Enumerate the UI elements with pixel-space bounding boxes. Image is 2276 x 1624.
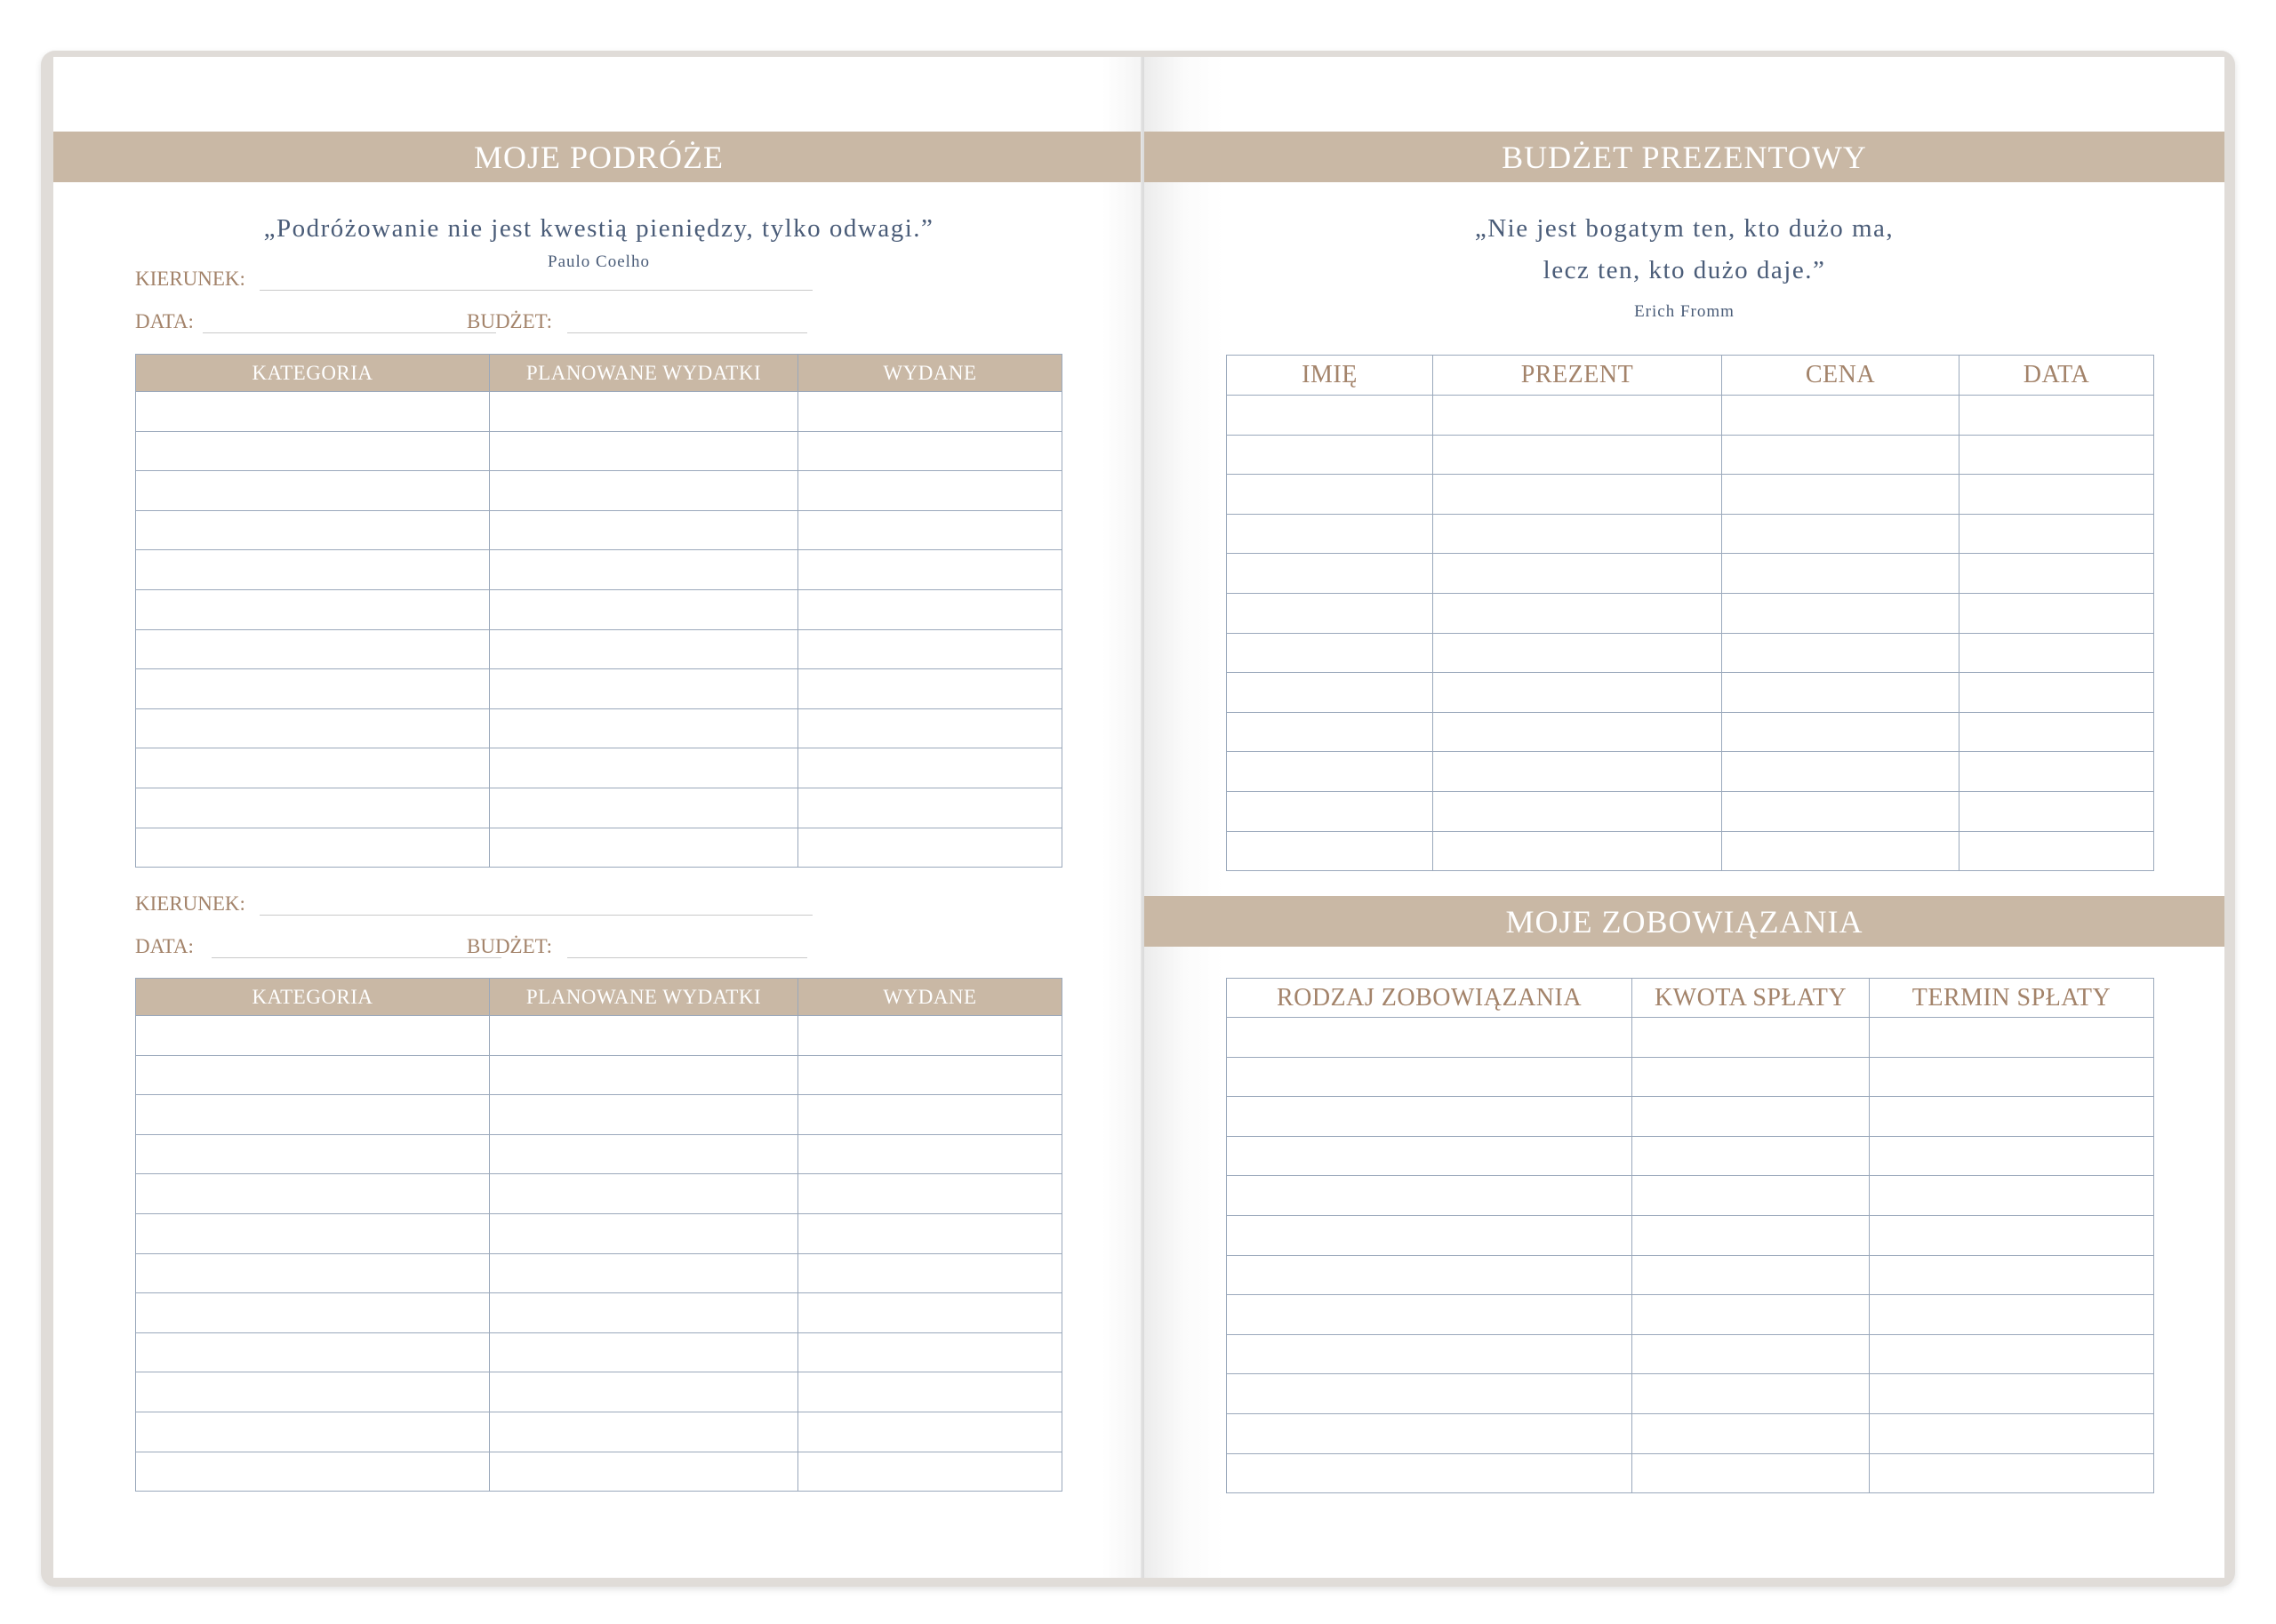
blank-writing-cell[interactable]	[490, 1332, 798, 1372]
blank-writing-cell[interactable]	[1227, 791, 1433, 831]
blank-writing-cell[interactable]	[490, 1253, 798, 1293]
blank-writing-cell[interactable]	[1722, 633, 1959, 673]
blank-writing-cell[interactable]	[490, 828, 798, 868]
blank-writing-cell[interactable]	[1959, 791, 2154, 831]
blank-writing-cell[interactable]	[1632, 1334, 1870, 1374]
blank-writing-cell[interactable]	[490, 431, 798, 471]
blank-writing-cell[interactable]	[1433, 712, 1722, 752]
obligations-table-row	[1227, 1374, 2154, 1414]
trip2-expense-table	[135, 978, 1062, 1492]
blank-writing-cell[interactable]	[1433, 633, 1722, 673]
blank-writing-cell[interactable]	[136, 1452, 490, 1492]
blank-writing-cell[interactable]	[798, 1174, 1062, 1214]
blank-writing-cell[interactable]	[490, 1016, 798, 1056]
obligations-table	[1226, 978, 2154, 1493]
gift-table-row	[1227, 554, 2154, 594]
trip1-budget-label: BUDŻET:	[467, 310, 552, 332]
blank-writing-cell[interactable]	[1870, 1374, 2154, 1414]
blank-writing-cell[interactable]	[136, 748, 490, 788]
travel-quote: „Podróżowanie nie jest kwestią pieniędzy, tylko odwagi.”	[263, 214, 934, 243]
blank-writing-cell[interactable]	[1632, 1453, 1870, 1493]
blank-writing-cell[interactable]	[798, 1412, 1062, 1452]
blank-writing-cell[interactable]	[1959, 752, 2154, 792]
obligations-table-row	[1227, 1018, 2154, 1058]
travel-section-title-band	[53, 132, 1144, 182]
blank-writing-cell[interactable]	[1227, 554, 1433, 594]
blank-writing-cell[interactable]	[798, 1055, 1062, 1095]
blank-writing-cell[interactable]	[136, 828, 490, 868]
obligations-table-row	[1227, 1136, 2154, 1176]
travel-section-title: MOJE PODRÓŻE	[473, 139, 724, 175]
blank-writing-cell[interactable]	[136, 1253, 490, 1293]
trip1-table-row	[136, 510, 1062, 550]
blank-writing-cell[interactable]	[1227, 1374, 1632, 1414]
blank-writing-cell[interactable]	[1433, 554, 1722, 594]
left-page	[53, 57, 1144, 1578]
blank-writing-cell[interactable]	[798, 708, 1062, 748]
blank-writing-cell[interactable]	[490, 1055, 798, 1095]
gift-table-row	[1227, 673, 2154, 713]
blank-writing-cell[interactable]	[1959, 435, 2154, 475]
gift-table-row	[1227, 791, 2154, 831]
trip2-column-header: PLANOWANE WYDATKI	[490, 979, 798, 1016]
blank-writing-cell[interactable]	[1959, 673, 2154, 713]
blank-writing-cell[interactable]	[798, 471, 1062, 511]
blank-writing-cell[interactable]	[1870, 1215, 2154, 1255]
blank-writing-cell[interactable]	[136, 589, 490, 629]
trip2-table-row	[136, 1293, 1062, 1333]
blank-writing-cell[interactable]	[136, 1372, 490, 1412]
trip1-table-row	[136, 550, 1062, 590]
obligations-column-header: KWOTA SPŁATY	[1632, 979, 1870, 1018]
blank-writing-cell[interactable]	[1632, 1374, 1870, 1414]
blank-writing-cell[interactable]	[1870, 1057, 2154, 1097]
blank-writing-cell[interactable]	[1959, 593, 2154, 633]
blank-writing-cell[interactable]	[798, 1452, 1062, 1492]
blank-writing-cell[interactable]	[136, 510, 490, 550]
blank-writing-cell[interactable]	[136, 392, 490, 432]
blank-writing-cell[interactable]	[798, 431, 1062, 471]
gift-section-title-band	[1144, 132, 2224, 182]
gift-table-row	[1227, 633, 2154, 673]
blank-writing-cell[interactable]	[1433, 752, 1722, 792]
trip1-date-label: DATA:	[135, 310, 194, 332]
blank-writing-cell[interactable]	[1227, 1057, 1632, 1097]
blank-writing-cell[interactable]	[1722, 554, 1959, 594]
gift-column-header: CENA	[1722, 356, 1959, 396]
blank-writing-cell[interactable]	[798, 1213, 1062, 1253]
trip1-table-row	[136, 431, 1062, 471]
blank-writing-cell[interactable]	[1433, 435, 1722, 475]
gift-budget-table	[1226, 355, 2154, 871]
blank-writing-cell[interactable]	[1227, 1334, 1632, 1374]
blank-writing-cell[interactable]	[490, 669, 798, 709]
blank-writing-cell[interactable]	[136, 1293, 490, 1333]
blank-writing-cell[interactable]	[798, 748, 1062, 788]
gift-column-header: PREZENT	[1433, 356, 1722, 396]
blank-writing-cell[interactable]	[1632, 1136, 1870, 1176]
blank-writing-cell[interactable]	[798, 1332, 1062, 1372]
obligations-table-row	[1227, 1215, 2154, 1255]
blank-writing-cell[interactable]	[136, 629, 490, 669]
blank-writing-cell[interactable]	[1870, 1334, 2154, 1374]
gift-table-row	[1227, 435, 2154, 475]
blank-writing-cell[interactable]	[1632, 1295, 1870, 1335]
trip2-table-row	[136, 1372, 1062, 1412]
trip2-table-row	[136, 1055, 1062, 1095]
blank-writing-cell[interactable]	[1227, 1136, 1632, 1176]
blank-writing-cell[interactable]	[798, 1095, 1062, 1135]
blank-writing-cell[interactable]	[490, 1372, 798, 1412]
blank-writing-cell[interactable]	[1870, 1453, 2154, 1493]
obligations-section-title-band	[1144, 896, 2224, 947]
blank-writing-cell[interactable]	[1959, 554, 2154, 594]
obligations-table-row	[1227, 1057, 2154, 1097]
trip2-column-header: KATEGORIA	[136, 979, 490, 1016]
trip2-table-row	[136, 1412, 1062, 1452]
blank-writing-cell[interactable]	[136, 471, 490, 511]
obligations-column-header: TERMIN SPŁATY	[1870, 979, 2154, 1018]
blank-writing-cell[interactable]	[1870, 1097, 2154, 1137]
blank-writing-cell[interactable]	[490, 1213, 798, 1253]
blank-writing-cell[interactable]	[1227, 1295, 1632, 1335]
blank-writing-cell[interactable]	[1722, 475, 1959, 515]
blank-writing-cell[interactable]	[798, 1016, 1062, 1056]
blank-writing-cell[interactable]	[1227, 712, 1433, 752]
blank-writing-cell[interactable]	[136, 1174, 490, 1214]
obligations-table-row	[1227, 1453, 2154, 1493]
blank-writing-cell[interactable]	[1433, 831, 1722, 871]
blank-writing-cell[interactable]	[1870, 1018, 2154, 1058]
trip1-expense-table	[135, 354, 1062, 868]
blank-writing-cell[interactable]	[1632, 1215, 1870, 1255]
blank-writing-cell[interactable]	[1632, 1057, 1870, 1097]
trip2-table-row	[136, 1095, 1062, 1135]
blank-writing-cell[interactable]	[1722, 712, 1959, 752]
blank-writing-cell[interactable]	[1722, 435, 1959, 475]
obligations-table-row	[1227, 1255, 2154, 1295]
blank-writing-cell[interactable]	[490, 1293, 798, 1333]
blank-writing-cell[interactable]	[1632, 1413, 1870, 1453]
blank-writing-cell[interactable]	[798, 788, 1062, 828]
trip1-table-row	[136, 748, 1062, 788]
obligations-table-row	[1227, 1413, 2154, 1453]
blank-writing-cell[interactable]	[798, 510, 1062, 550]
gift-table-row	[1227, 475, 2154, 515]
blank-writing-cell[interactable]	[798, 550, 1062, 590]
trip2-budget-label: BUDŻET:	[467, 935, 552, 957]
trip2-table-row	[136, 1174, 1062, 1214]
blank-writing-cell[interactable]	[1870, 1413, 2154, 1453]
blank-writing-cell[interactable]	[1227, 1413, 1632, 1453]
gift-table-row	[1227, 396, 2154, 436]
blank-writing-cell[interactable]	[1227, 1255, 1632, 1295]
trip1-table-row	[136, 788, 1062, 828]
blank-writing-cell[interactable]	[136, 431, 490, 471]
blank-writing-cell[interactable]	[798, 669, 1062, 709]
blank-writing-cell[interactable]	[136, 1332, 490, 1372]
blank-writing-cell[interactable]	[1227, 435, 1433, 475]
trip2-table-row	[136, 1253, 1062, 1293]
blank-writing-cell[interactable]	[1227, 752, 1433, 792]
trip1-table-row	[136, 669, 1062, 709]
blank-writing-cell[interactable]	[1959, 712, 2154, 752]
gift-table-row	[1227, 831, 2154, 871]
gift-table-row	[1227, 752, 2154, 792]
gift-quote-line2: lecz ten, kto dużo daje.”	[1543, 256, 1826, 284]
trip2-table-row	[136, 1332, 1062, 1372]
blank-writing-cell[interactable]	[490, 1095, 798, 1135]
blank-writing-cell[interactable]	[798, 828, 1062, 868]
blank-writing-cell[interactable]	[1227, 514, 1433, 554]
blank-writing-cell[interactable]	[1870, 1176, 2154, 1216]
blank-writing-cell[interactable]	[798, 1293, 1062, 1333]
blank-writing-cell[interactable]	[798, 589, 1062, 629]
blank-writing-cell[interactable]	[1632, 1255, 1870, 1295]
blank-writing-cell[interactable]	[1722, 791, 1959, 831]
obligations-table-row	[1227, 1097, 2154, 1137]
blank-writing-cell[interactable]	[136, 1134, 490, 1174]
blank-writing-cell[interactable]	[1959, 633, 2154, 673]
blank-writing-cell[interactable]	[798, 629, 1062, 669]
obligations-table-row	[1227, 1334, 2154, 1374]
blank-writing-cell[interactable]	[136, 1095, 490, 1135]
trip1-table-row	[136, 828, 1062, 868]
blank-writing-cell[interactable]	[136, 788, 490, 828]
obligations-table-row	[1227, 1295, 2154, 1335]
blank-writing-cell[interactable]	[1632, 1176, 1870, 1216]
blank-writing-cell[interactable]	[1227, 1176, 1632, 1216]
blank-writing-cell[interactable]	[136, 550, 490, 590]
gift-quote-author: Erich Fromm	[1634, 302, 1735, 321]
blank-writing-cell[interactable]	[1227, 396, 1433, 436]
trip2-table-row	[136, 1134, 1062, 1174]
blank-writing-cell[interactable]	[1959, 831, 2154, 871]
trip2-table-row	[136, 1016, 1062, 1056]
blank-writing-cell[interactable]	[490, 589, 798, 629]
obligations-section-title: MOJE ZOBOWIĄZANIA	[1505, 903, 1863, 940]
trip2-table-row	[136, 1213, 1062, 1253]
blank-writing-cell[interactable]	[1227, 831, 1433, 871]
blank-writing-cell[interactable]	[1632, 1097, 1870, 1137]
blank-writing-cell[interactable]	[1227, 673, 1433, 713]
blank-writing-cell[interactable]	[1722, 673, 1959, 713]
gift-section-title: BUDŻET PREZENTOWY	[1502, 139, 1867, 175]
trip1-date-field[interactable]	[203, 332, 496, 333]
trip1-column-header: PLANOWANE WYDATKI	[490, 355, 798, 392]
trip2-date-label: DATA:	[135, 935, 194, 957]
blank-writing-cell[interactable]	[1433, 673, 1722, 713]
blank-writing-cell[interactable]	[1433, 791, 1722, 831]
blank-writing-cell[interactable]	[1870, 1295, 2154, 1335]
trip2-column-header: WYDANE	[798, 979, 1062, 1016]
blank-writing-cell[interactable]	[1227, 1018, 1632, 1058]
blank-writing-cell[interactable]	[490, 1452, 798, 1492]
blank-writing-cell[interactable]	[1433, 514, 1722, 554]
trip1-direction-field[interactable]	[260, 290, 813, 291]
blank-writing-cell[interactable]	[798, 1253, 1062, 1293]
blank-writing-cell[interactable]	[490, 550, 798, 590]
blank-writing-cell[interactable]	[490, 788, 798, 828]
blank-writing-cell[interactable]	[1227, 1215, 1632, 1255]
blank-writing-cell[interactable]	[798, 1372, 1062, 1412]
blank-writing-cell[interactable]	[490, 510, 798, 550]
blank-writing-cell[interactable]	[490, 392, 798, 432]
trip1-table-row	[136, 471, 1062, 511]
blank-writing-cell[interactable]	[490, 471, 798, 511]
blank-writing-cell[interactable]	[1722, 396, 1959, 436]
trip1-budget-field[interactable]	[567, 332, 807, 333]
right-page	[1144, 57, 2224, 1578]
blank-writing-cell[interactable]	[1433, 593, 1722, 633]
trip1-table-row	[136, 392, 1062, 432]
blank-writing-cell[interactable]	[1959, 475, 2154, 515]
blank-writing-cell[interactable]	[1722, 831, 1959, 871]
trip2-table-row	[136, 1452, 1062, 1492]
blank-writing-cell[interactable]	[798, 392, 1062, 432]
blank-writing-cell[interactable]	[490, 708, 798, 748]
trip1-table-row	[136, 629, 1062, 669]
blank-writing-cell[interactable]	[136, 1016, 490, 1056]
blank-writing-cell[interactable]	[1959, 396, 2154, 436]
blank-writing-cell[interactable]	[136, 708, 490, 748]
blank-writing-cell[interactable]	[1227, 1097, 1632, 1137]
travel-quote-author: Paulo Coelho	[548, 252, 650, 271]
blank-writing-cell[interactable]	[490, 1174, 798, 1214]
blank-writing-cell[interactable]	[490, 1134, 798, 1174]
blank-writing-cell[interactable]	[136, 1213, 490, 1253]
blank-writing-cell[interactable]	[1722, 593, 1959, 633]
blank-writing-cell[interactable]	[136, 669, 490, 709]
gift-column-header: IMIĘ	[1227, 356, 1433, 396]
gift-quote-line1: „Nie jest bogatym ten, kto dużo ma,	[1474, 214, 1895, 243]
gift-table-row	[1227, 712, 2154, 752]
gift-table-row	[1227, 593, 2154, 633]
trip2-date-field[interactable]	[212, 957, 501, 958]
blank-writing-cell[interactable]	[1227, 633, 1433, 673]
blank-writing-cell[interactable]	[1870, 1255, 2154, 1295]
trip1-column-header: KATEGORIA	[136, 355, 490, 392]
blank-writing-cell[interactable]	[1870, 1136, 2154, 1176]
trip1-direction-label: KIERUNEK:	[135, 268, 245, 290]
obligations-column-header: RODZAJ ZOBOWIĄZANIA	[1227, 979, 1632, 1018]
blank-writing-cell[interactable]	[136, 1055, 490, 1095]
blank-writing-cell[interactable]	[1227, 593, 1433, 633]
gift-column-header: DATA	[1959, 356, 2154, 396]
blank-writing-cell[interactable]	[136, 1412, 490, 1452]
trip2-budget-field[interactable]	[567, 957, 807, 958]
trip2-direction-label: KIERUNEK:	[135, 892, 245, 915]
trip2-direction-field[interactable]	[260, 915, 813, 916]
blank-writing-cell[interactable]	[1722, 514, 1959, 554]
blank-writing-cell[interactable]	[490, 748, 798, 788]
blank-writing-cell[interactable]	[1722, 752, 1959, 792]
blank-writing-cell[interactable]	[1433, 475, 1722, 515]
gift-table-row	[1227, 514, 2154, 554]
blank-writing-cell[interactable]	[490, 1412, 798, 1452]
blank-writing-cell[interactable]	[1433, 396, 1722, 436]
blank-writing-cell[interactable]	[1227, 1453, 1632, 1493]
blank-writing-cell[interactable]	[1959, 514, 2154, 554]
blank-writing-cell[interactable]	[1632, 1018, 1870, 1058]
blank-writing-cell[interactable]	[798, 1134, 1062, 1174]
trip1-table-row	[136, 708, 1062, 748]
trip1-table-row	[136, 589, 1062, 629]
trip1-column-header: WYDANE	[798, 355, 1062, 392]
blank-writing-cell[interactable]	[490, 629, 798, 669]
obligations-table-row	[1227, 1176, 2154, 1216]
blank-writing-cell[interactable]	[1227, 475, 1433, 515]
